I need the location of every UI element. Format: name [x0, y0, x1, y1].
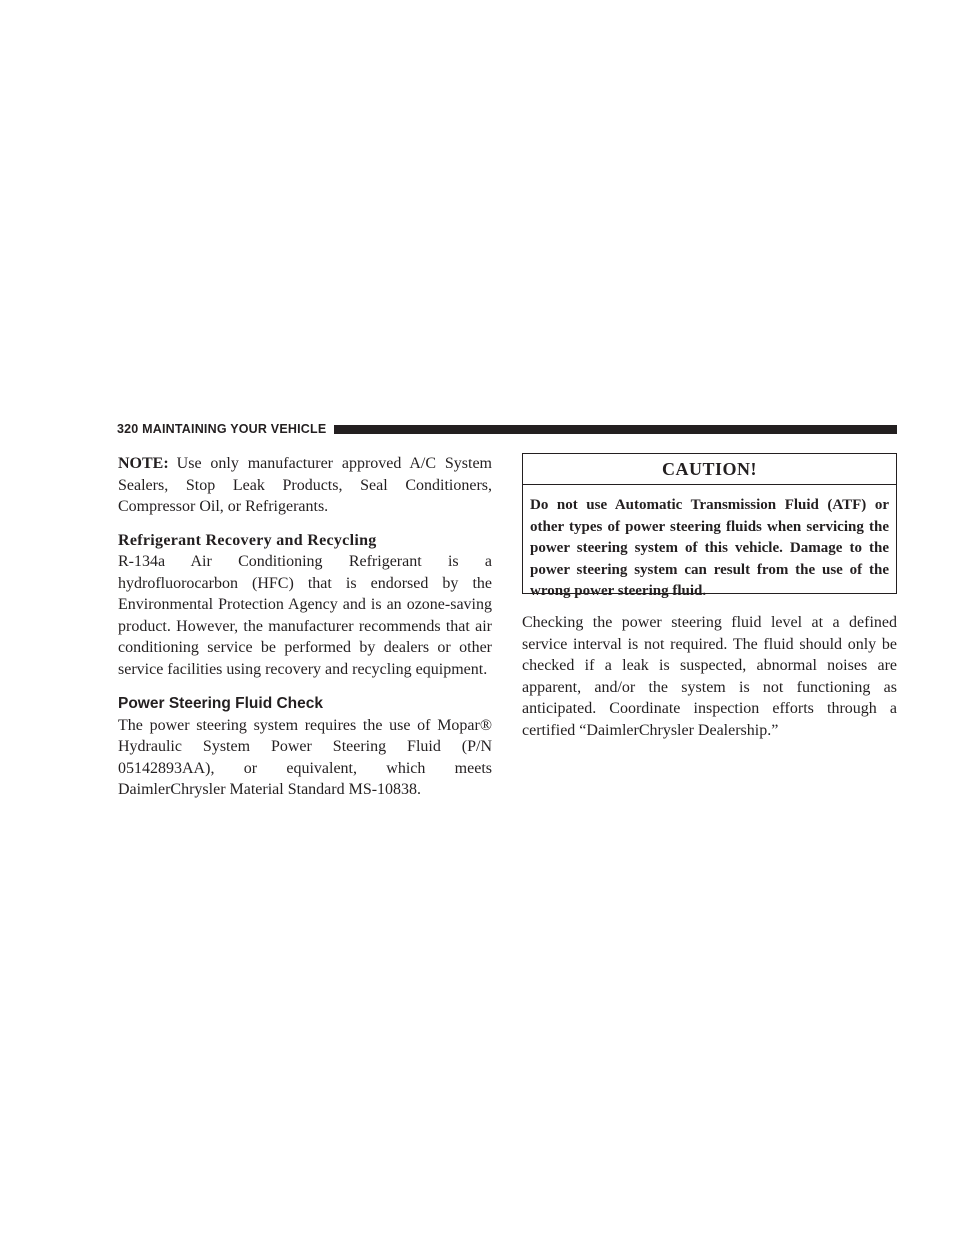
page-header [117, 420, 897, 438]
page-header-label [117, 422, 326, 436]
note-paragraph [118, 453, 492, 518]
note-text: Use only manufacturer approved A/C System Sealers, Stop Leak Products, Seal Conditioners, Compressor Oil, or Refrigerants. [118, 455, 492, 515]
page-number: 320 [117, 422, 139, 436]
caution-box [522, 453, 897, 599]
fluid-check-paragraph: Checking the power steering fluid level at a defined service interval is not required. The fluid should only be checked if a leak is suspected, abnormal noises are apparent, and/or the system is not functioning as anticipated. Coordinate inspection efforts through a certified “DaimlerChrysler Dealership.” [522, 614, 897, 739]
caution-title: CAUTION! [523, 454, 896, 485]
power-steering-heading: Power Steering Fluid Check [118, 695, 323, 712]
left-column [118, 453, 492, 801]
section-title: MAINTAINING YOUR VEHICLE [142, 422, 327, 436]
power-steering-paragraph: The power steering system requires the use of Mopar® Hydraulic System Power Steering Fluid (P/N 05142893AA), or equivalent, which meets DaimlerChrysler Material Standard MS-10838. [118, 716, 492, 798]
refrigerant-paragraph: R-134a Air Conditioning Refrigerant is a hydrofluorocarbon (HFC) that is endorsed by the Environmental Protection Agency and is an ozone-saving product. However, the manufacturer recommends that air conditioning service be performed by dealers or other service facilities using recovery and recycling equipment. [118, 553, 492, 678]
note-label: NOTE: [118, 455, 169, 472]
right-column [522, 453, 897, 741]
header-rule [334, 425, 897, 434]
refrigerant-heading: Refrigerant Recovery and Recycling [118, 531, 377, 549]
caution-text: Do not use Automatic Transmission Fluid (ATF) or other types of power steering fluids when servicing the power steering system of this vehicle. Damage to the power steering system can result from the use of the wrong power steering fluid. [530, 497, 889, 599]
